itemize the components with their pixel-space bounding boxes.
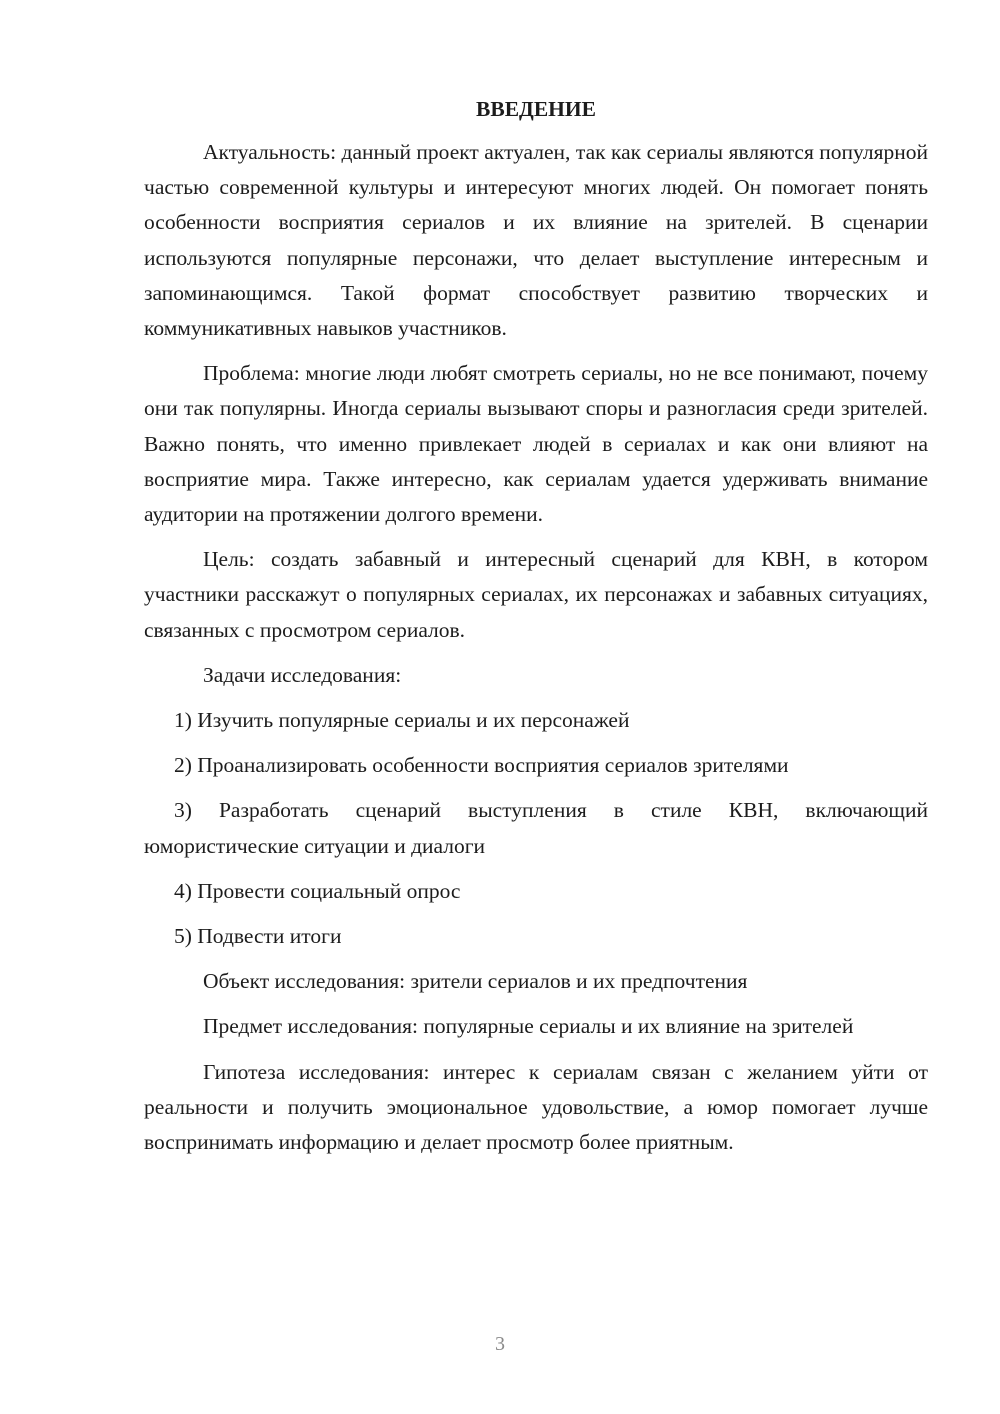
task-item-3: 3) Разработать сценарий выступления в стиле КВН, включающий юмористические ситуации и диалоги [144, 798, 928, 858]
subject-paragraph: Предмет исследования: популярные сериалы и их влияние на зрителей [203, 1014, 854, 1039]
task-item-4: 4) Провести социальный опрос [174, 878, 461, 903]
task-item-1: 1) Изучить популярные сериалы и их персонажей [174, 708, 630, 733]
section-title: ВВЕДЕНИЕ [476, 97, 596, 121]
document-page [144, 92, 928, 1170]
hypothesis-paragraph: Гипотеза исследования: интерес к сериалам связан с желанием уйти от реальности и получить эмоциональное удовольствие, а юмор помогает лучше воспринимать информацию и делает просмотр более приятным. [144, 1059, 928, 1155]
problem-paragraph: Проблема: многие люди любят смотреть сериалы, но не все понимают, почему они так популярны. Иногда сериалы вызывают споры и разногласия среди зрителей. Важно понять, что именно привлекает людей в сериалах и как они влияют на восприятие мира. Также интересно, как сериалам удается удерживать внимание аудитории на протяжении долгого времени. [144, 361, 928, 527]
object-paragraph: Объект исследования: зрители сериалов и их предпочтения [203, 969, 748, 994]
tasks-heading: Задачи исследования: [203, 662, 402, 687]
goal-paragraph: Цель: создать забавный и интересный сценарий для КВН, в котором участники расскажут о популярных сериалах, их персонажах и забавных ситуациях, связанных с просмотром сериалов. [144, 547, 928, 642]
task-item-5: 5) Подвести итоги [174, 924, 342, 949]
relevance-paragraph: Актуальность: данный проект актуален, так как сериалы являются популярной частью современной культуры и интересуют многих людей. Он помогает понять особенности восприятия сериалов и их влияние на зрителей. В сценарии используются популярные персонажи, что делает выступление интересным и запоминающимся. Такой формат способствует развитию творческих и коммуникативных навыков участников. [144, 140, 928, 341]
page-number: 3 [495, 1333, 505, 1355]
task-item-2: 2) Проанализировать особенности восприятия сериалов зрителями [174, 753, 789, 778]
